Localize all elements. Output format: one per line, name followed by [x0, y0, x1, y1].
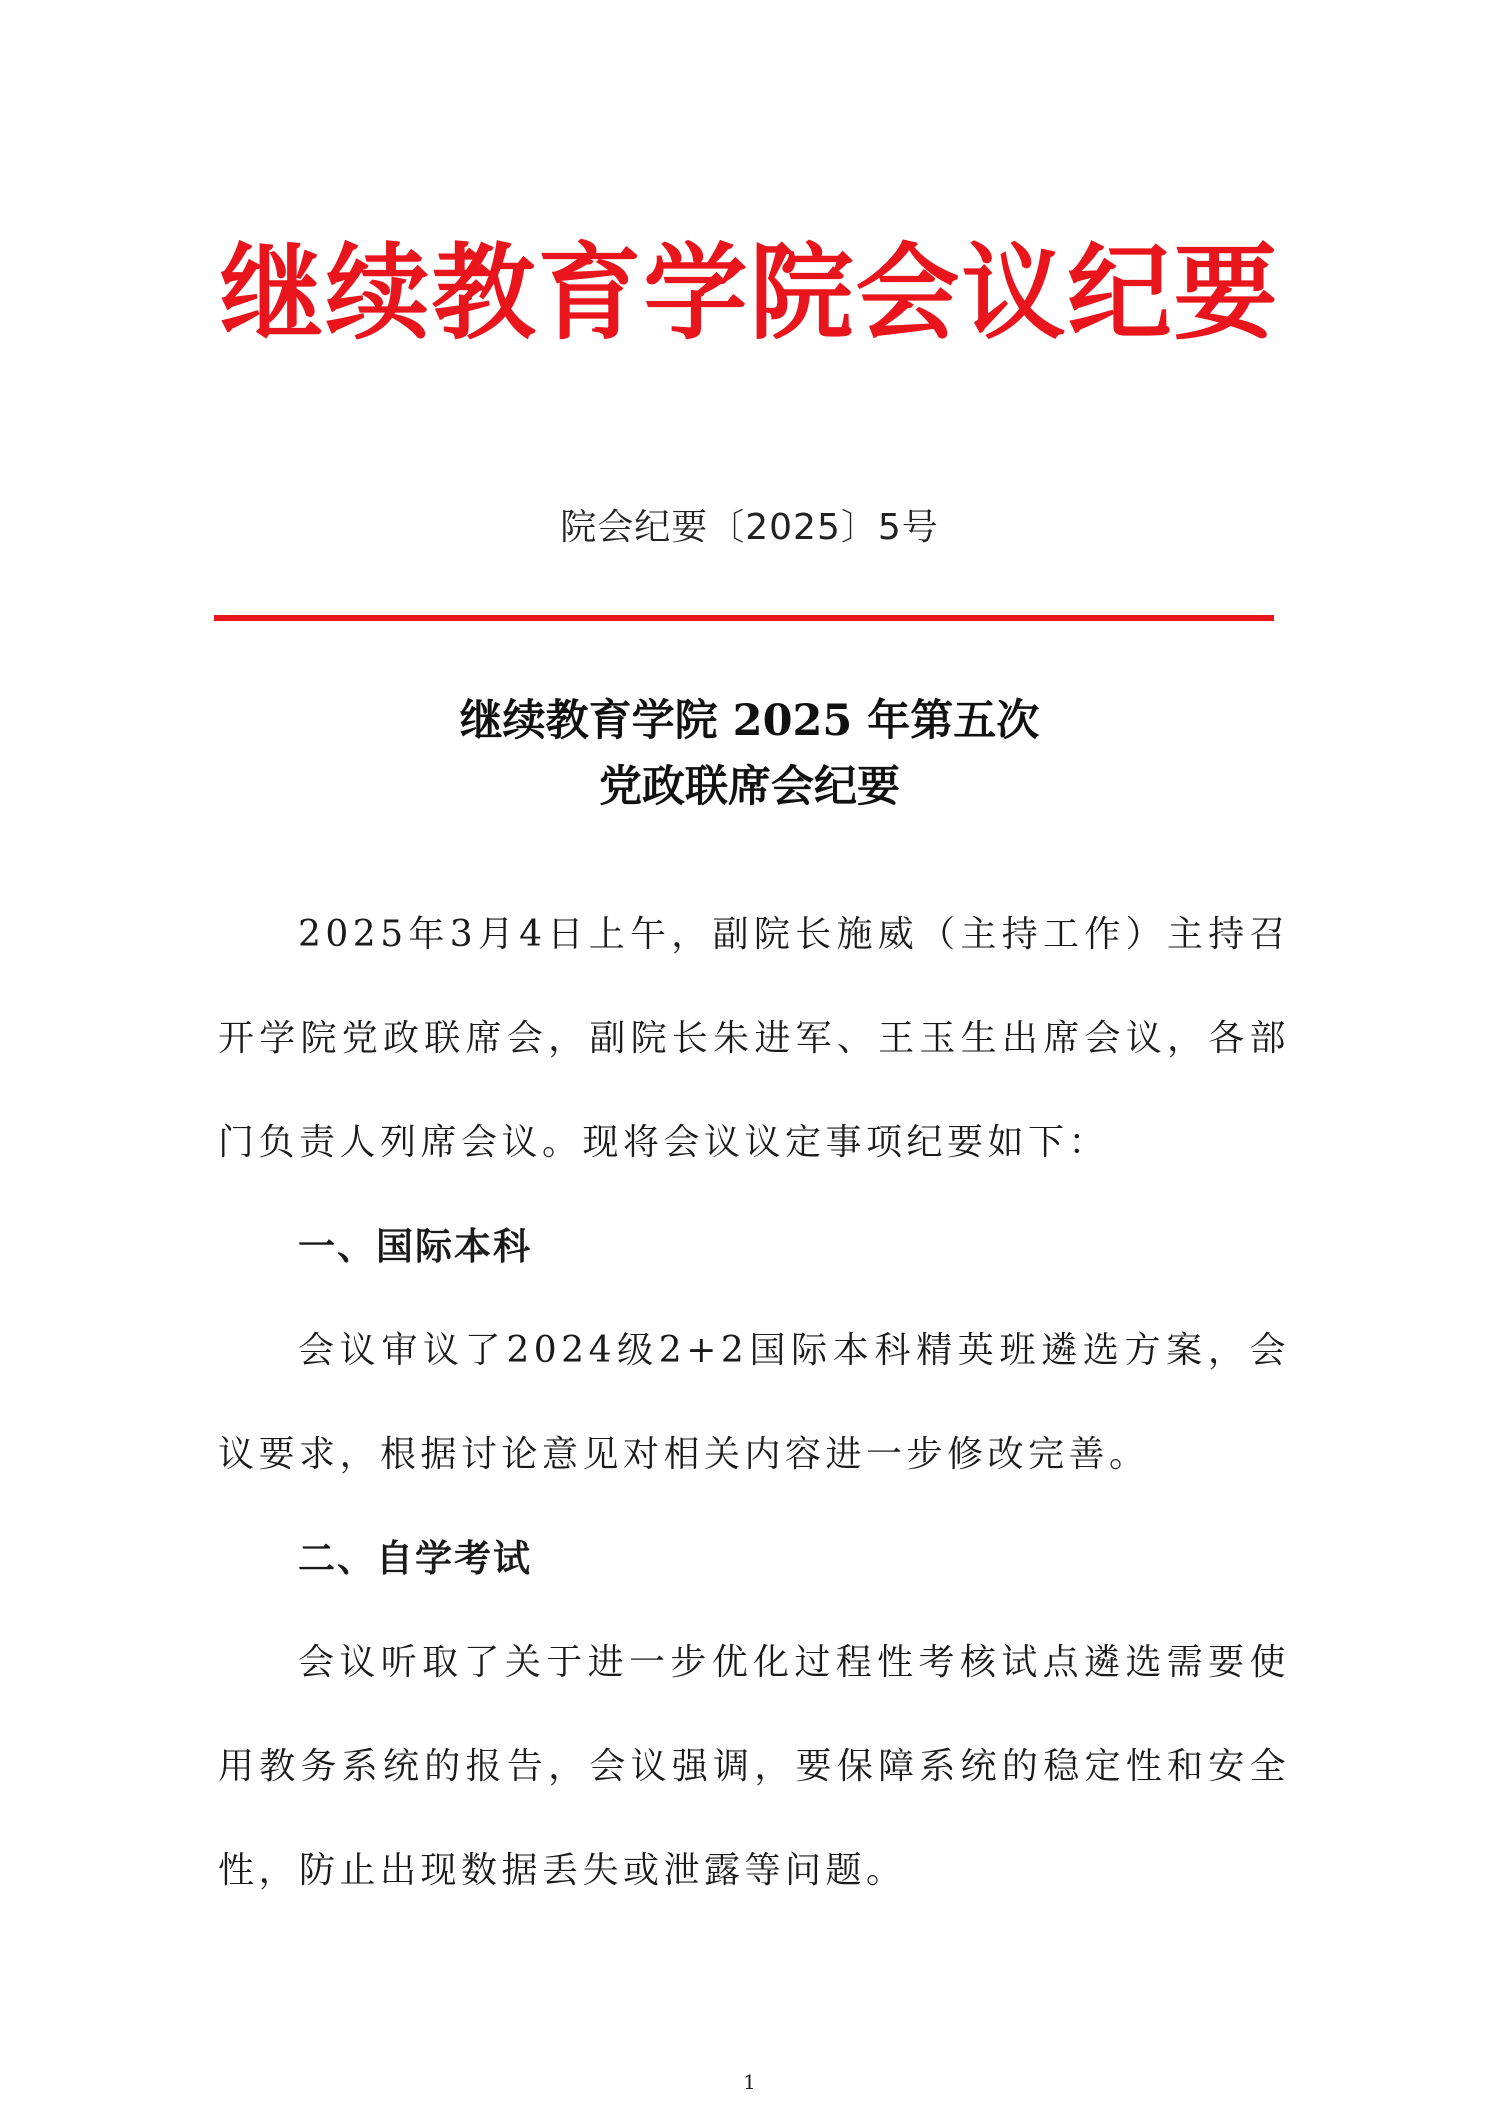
section-paragraph-self-study-exam: 会议听取了关于进一步优化过程性考核试点遴选需要使用教务系统的报告，会议强调，要保障系统的稳定性和安全性，防止出现数据丢失或泄露等问题。 [218, 1642, 1290, 1891]
section-heading-self-study-exam: 二、自学考试 [298, 1537, 532, 1580]
section-heading-international-undergraduate: 一、国际本科 [298, 1225, 532, 1268]
masthead-title: 继续教育学院会议纪要 [219, 232, 1280, 354]
page-number: 1 [743, 2070, 756, 2094]
document-number: 院会纪要〔2025〕5号 [560, 507, 939, 548]
document-body [218, 883, 1290, 1923]
document-title-line-1: 继续教育学院 2025 年第五次 [459, 696, 1040, 746]
intro-paragraph: 2025年3月4日上午，副院长施威（主持工作）主持召开学院党政联席会，副院长朱进军、王玉生出席会议，各部门负责人列席会议。现将会议议定事项纪要如下： [218, 914, 1290, 1163]
red-divider-rule [214, 615, 1274, 621]
document-title [0, 688, 1499, 820]
document-title-line-2: 党政联席会纪要 [599, 762, 900, 812]
section-paragraph-international-undergraduate: 会议审议了2024级2+2国际本科精英班遴选方案，会议要求，根据讨论意见对相关内容进一步修改完善。 [218, 1330, 1290, 1475]
